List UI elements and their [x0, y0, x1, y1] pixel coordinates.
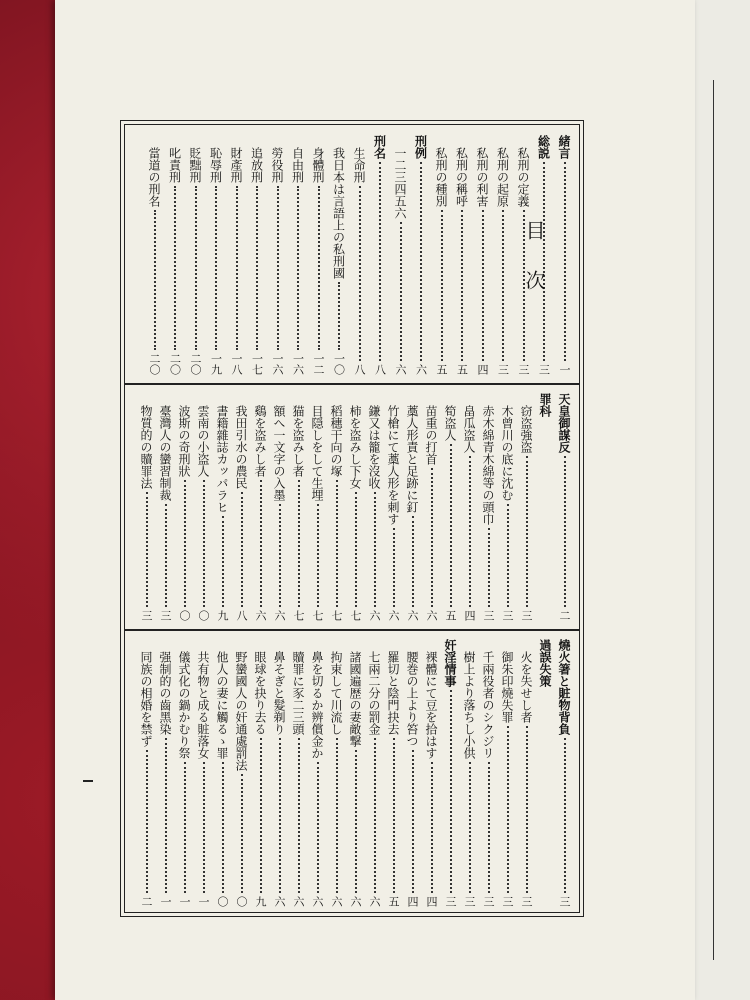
- toc-entry-title: 裸體にて豆を拾はす: [424, 651, 438, 759]
- toc-entry: [253, 639, 267, 907]
- toc-entry: [386, 393, 400, 621]
- toc-entry-title: 樹上より落ちし小供: [462, 651, 476, 759]
- toc-entry: [329, 639, 343, 907]
- toc-entry: [557, 393, 571, 621]
- toc-entry-title: 奸淫情事: [443, 639, 457, 687]
- leader-dots: [487, 762, 490, 893]
- toc-entry-page: 四: [425, 896, 438, 907]
- toc-entry-page: 六: [254, 610, 267, 621]
- toc-entry: [310, 393, 324, 621]
- leader-dots: [440, 210, 443, 361]
- toc-entry-page: 四: [476, 364, 489, 375]
- toc-entry-title: 雲南の小盗人: [196, 405, 210, 477]
- toc-entry-title: 私刑の起原: [495, 147, 510, 207]
- toc-entry-page: 七: [292, 610, 305, 621]
- toc-entry-title: 生命刑: [352, 147, 366, 183]
- toc-entry-title: 諸國遍歴の妻敵撃: [348, 651, 362, 747]
- leader-dots: [449, 690, 452, 893]
- toc-entry-page: 八: [373, 364, 387, 375]
- leader-dots: [202, 762, 205, 893]
- toc-entry-page: 六: [273, 610, 286, 621]
- leader-dots: [335, 480, 338, 607]
- toc-entry: [215, 639, 229, 907]
- toc-entry: [481, 393, 495, 621]
- leader-dots: [411, 516, 414, 607]
- leader-dots: [259, 738, 262, 893]
- toc-entry: [196, 393, 210, 621]
- toc-entry: [348, 639, 362, 907]
- leader-dots: [297, 480, 300, 607]
- leader-dots: [221, 762, 224, 893]
- toc-entry-page: 六: [394, 364, 407, 375]
- leader-dots: [276, 186, 279, 350]
- toc-entry-page: 六: [330, 896, 343, 907]
- toc-entry-page: 一六: [271, 353, 284, 375]
- toc-entry: [234, 639, 248, 907]
- section-divider: [124, 383, 580, 385]
- toc-entry-title: 書籍雜誌カッパラヒ: [215, 405, 229, 513]
- toc-entry: [329, 393, 343, 621]
- toc-entry-page: 一八: [230, 353, 243, 375]
- leader-dots: [235, 186, 238, 350]
- leader-dots: [259, 480, 262, 607]
- toc-entry-title: 刑例: [413, 135, 428, 159]
- toc-entry-title: 罪科: [538, 393, 552, 417]
- leader-dots: [153, 210, 156, 350]
- toc-entry-page: 二: [558, 610, 571, 621]
- toc-entry-title: 木曾川の底に沈む: [500, 405, 514, 501]
- toc-entry-title: 羅切と陰門抉去: [386, 651, 400, 735]
- toc-entry: [270, 135, 284, 375]
- toc-entry: [311, 135, 325, 375]
- toc-entry-title: 稻穗干向の塚: [329, 405, 343, 477]
- toc-entry-title: 私刑の利害: [475, 147, 489, 207]
- leader-dots: [399, 222, 402, 361]
- toc-entry-title: 鎌又は籠を沒收: [367, 405, 381, 489]
- leader-dots: [296, 186, 299, 350]
- toc-entry-page: 六: [425, 610, 438, 621]
- toc-entry: [424, 393, 438, 621]
- toc-entry-title: 猫を盗みし者: [291, 405, 305, 477]
- toc-entry-title: 我田引水の農民: [234, 405, 248, 489]
- leader-dots: [563, 738, 566, 893]
- toc-entry-title: 竹槍にて藁人形を刺す: [386, 405, 400, 525]
- book-page: [55, 0, 695, 1000]
- section-divider: [124, 629, 580, 631]
- toc-entry: [139, 639, 153, 907]
- toc-entry: [291, 393, 305, 621]
- leader-dots: [354, 492, 357, 607]
- toc-entry: [209, 135, 223, 375]
- toc-entry-title: 腰巻の上より笞つ: [405, 651, 419, 747]
- toc-entry-page: 三: [463, 896, 476, 907]
- leader-dots: [501, 210, 504, 361]
- toc-entry-page: 一〇: [332, 353, 346, 375]
- toc-entry-page: 二: [140, 896, 153, 907]
- toc-entry-page: 八: [235, 610, 248, 621]
- toc-entry-page: 六: [414, 364, 428, 375]
- toc-entry: [332, 135, 346, 375]
- toc-entry-page: 六: [368, 610, 381, 621]
- toc-entry-title: 波斯の奇刑狀: [177, 405, 191, 477]
- leader-dots: [214, 186, 217, 350]
- toc-entry-page: 二〇: [189, 353, 202, 375]
- toc-entry-title: 當道の刑名: [147, 147, 161, 207]
- toc-entry-page: 一二: [312, 353, 325, 375]
- toc-entry-title: 刑名: [372, 135, 387, 159]
- toc-entry-title: 私刑の種別: [434, 147, 448, 207]
- toc-entry: [424, 639, 438, 907]
- toc-entry: [310, 639, 324, 907]
- leader-dots: [563, 456, 566, 607]
- toc-entry-page: 一: [178, 896, 191, 907]
- leader-dots: [449, 444, 452, 607]
- toc-entry-title: 强制的の齒黑染: [158, 651, 172, 735]
- toc-entry-title: 眼球を抉り去る: [253, 651, 267, 735]
- leader-dots: [430, 468, 433, 607]
- toc-entry: [158, 393, 172, 621]
- leader-dots: [468, 456, 471, 607]
- toc-entry-page: 〇: [197, 610, 210, 621]
- toc-entry-page: 六: [368, 896, 381, 907]
- toc-entry: [352, 135, 366, 375]
- leader-dots: [240, 774, 243, 893]
- leader-dots: [373, 492, 376, 607]
- toc-entry: [272, 639, 286, 907]
- leader-dots: [468, 762, 471, 893]
- toc-entry: [475, 135, 489, 375]
- leader-dots: [373, 738, 376, 893]
- toc-entry-title: 貶黜刑: [188, 147, 202, 183]
- leader-dots: [278, 504, 281, 607]
- toc-entry-title: 苗重の打首: [424, 405, 438, 465]
- toc-entry-page: 六: [292, 896, 305, 907]
- leader-dots: [337, 282, 340, 350]
- toc-entry-page: 一: [197, 896, 210, 907]
- toc-entry-page: 三: [159, 610, 172, 621]
- toc-entry: [147, 135, 161, 375]
- toc-entry-title: 財產刑: [229, 147, 243, 183]
- leader-dots: [173, 186, 176, 350]
- leader-dots: [525, 726, 528, 893]
- leader-dots: [487, 528, 490, 607]
- toc-entry-title: 儀式化の鍋かむり祭: [177, 651, 191, 759]
- toc-entry: [414, 135, 428, 375]
- toc-entry: [139, 393, 153, 621]
- toc-entry-page: 〇: [178, 610, 191, 621]
- leader-dots: [392, 528, 395, 607]
- toc-entry: [538, 639, 552, 907]
- toc-entry: [291, 639, 305, 907]
- adjacent-page: [690, 0, 750, 1000]
- toc-entry-title: 我日本は言語上の私刑國: [331, 147, 346, 279]
- toc-entry-title: 同族の相婚を禁ず: [139, 651, 153, 747]
- toc-entry: [168, 135, 182, 375]
- toc-entry-page: 三: [520, 896, 533, 907]
- toc-entry-page: 三: [558, 896, 571, 907]
- toc-entry-title: 物質的の贖罪法: [139, 405, 153, 489]
- toc-entry-page: 一六: [291, 353, 305, 375]
- toc-entry-title: 藁人形責と足跡に釘: [405, 405, 419, 513]
- leader-dots: [183, 762, 186, 893]
- leader-dots: [354, 750, 357, 893]
- toc-entry: [462, 639, 476, 907]
- toc-entry: [234, 393, 248, 621]
- toc-entry-page: 四: [463, 610, 476, 621]
- toc-entry-page: 三: [482, 896, 495, 907]
- leader-dots: [392, 738, 395, 893]
- toc-entry: [434, 135, 448, 375]
- toc-entry: [481, 639, 495, 907]
- toc-entry-title: 天皇御謀反: [557, 393, 571, 453]
- leader-dots: [358, 186, 361, 361]
- toc-entry-page: 三: [444, 896, 457, 907]
- toc-entry: [538, 393, 552, 621]
- toc-entry-page: 三: [501, 896, 514, 907]
- leader-dots: [506, 726, 509, 893]
- leader-dots: [411, 750, 414, 893]
- leader-dots: [506, 504, 509, 607]
- leader-dots: [255, 186, 258, 350]
- toc-entry-title: 鼻そぎと髮剃り: [272, 651, 286, 735]
- toc-entry: [455, 135, 469, 375]
- toc-entry: [348, 393, 362, 621]
- toc-entry: [557, 639, 571, 907]
- toc-entry-title: 追放刑: [249, 147, 264, 183]
- toc-entry-title: 身體刑: [311, 147, 325, 183]
- toc-entry: [386, 639, 400, 907]
- toc-entry-page: 六: [406, 610, 419, 621]
- leader-dots: [194, 186, 197, 350]
- toc-entry: [291, 135, 305, 375]
- toc-entry-page: 一: [159, 896, 172, 907]
- toc-entry: [367, 639, 381, 907]
- toc-entry: [393, 135, 407, 375]
- toc-entry-page: 二〇: [168, 353, 182, 375]
- toc-entry: [272, 393, 286, 621]
- toc-entry: [373, 135, 387, 375]
- toc-entry-title: 畠瓜盗人: [462, 405, 476, 453]
- toc-entry: [196, 639, 210, 907]
- toc-entry-page: 五: [435, 364, 448, 375]
- toc-entry-page: 五: [455, 364, 469, 375]
- toc-entry-page: 五: [444, 610, 457, 621]
- toc-entry-page: 六: [273, 896, 286, 907]
- toc-entry: [496, 135, 510, 375]
- toc-entry-title: 勞役刑: [270, 147, 284, 183]
- toc-entry-page: 一七: [250, 353, 264, 375]
- leader-dots: [419, 162, 422, 361]
- toc-entry-title: 恥辱刑: [208, 147, 223, 183]
- toc-entry-page: 三: [496, 364, 510, 375]
- toc-entry-page: 六: [311, 896, 324, 907]
- toc-entry-page: 八: [353, 364, 366, 375]
- leader-dots: [240, 492, 243, 607]
- toc-entry: [229, 135, 243, 375]
- toc-entry-title: 臺灣人の蠻習制裁: [158, 405, 172, 501]
- toc-entry-title: 一二三四五六: [393, 147, 407, 219]
- leader-dots: [202, 480, 205, 607]
- toc-entry: [250, 135, 264, 375]
- page-title: 目次: [522, 220, 546, 320]
- toc-entry-title: 御朱印燒失罪: [500, 651, 514, 723]
- toc-entry-title: 私刑の稱呼: [454, 147, 469, 207]
- toc-entry-title: 筍盗人: [443, 405, 457, 441]
- toc-entry-title: 燒火箸と賍物背負: [557, 639, 571, 735]
- toc-entry-title: 額へ一文字の入墨: [272, 405, 286, 501]
- toc-entry: [188, 135, 202, 375]
- toc-entry-page: 三: [517, 364, 530, 375]
- leader-dots: [525, 456, 528, 607]
- leader-dots: [145, 750, 148, 893]
- toc-entry: [177, 393, 191, 621]
- leader-dots: [164, 504, 167, 607]
- leader-dots: [481, 210, 484, 361]
- leader-dots: [316, 762, 319, 893]
- leader-dots: [221, 516, 224, 607]
- leader-dots: [278, 738, 281, 893]
- toc-entry: [405, 639, 419, 907]
- toc-entry-title: 七兩二分の罰金: [367, 651, 381, 735]
- toc-entry-title: 総説: [536, 135, 551, 159]
- toc-entry-page: 四: [406, 896, 419, 907]
- toc-entry-title: 自由刑: [290, 147, 305, 183]
- toc-entry: [500, 393, 514, 621]
- toc-entry: [158, 639, 172, 907]
- toc-entry-page: 五: [387, 896, 400, 907]
- toc-entry-page: 三: [537, 364, 551, 375]
- toc-entry-title: 野蠻國人の奸通處罰法: [234, 651, 248, 771]
- toc-entry-title: 千兩役者のシクジリ: [481, 651, 495, 759]
- toc-entry: [443, 639, 457, 907]
- toc-entry-page: 一九: [209, 353, 223, 375]
- toc-entry-title: 窃盗強盗: [519, 405, 533, 453]
- toc-entry-page: 一: [558, 364, 571, 375]
- toc-entry-title: 赤木綿青木綿等の頭巾: [481, 405, 495, 525]
- toc-entry-title: 鼻を切るか辨償金か: [310, 651, 324, 759]
- toc-entry-title: 拘束して川流し: [329, 651, 343, 735]
- toc-entry-page: 三: [140, 610, 153, 621]
- toc-entry-title: 贖罪に豕二三頭: [291, 651, 305, 735]
- toc-entry: [405, 393, 419, 621]
- toc-entry: [253, 393, 267, 621]
- leader-dots: [183, 480, 186, 607]
- toc-entry: [177, 639, 191, 907]
- leader-dots: [145, 492, 148, 607]
- toc-entry-page: 〇: [235, 896, 248, 907]
- toc-entry-page: 三: [482, 610, 495, 621]
- toc-entry-page: 三: [501, 610, 514, 621]
- toc-entry-title: 私刑の定義: [516, 147, 530, 207]
- toc-entry: [367, 393, 381, 621]
- toc-entry: [519, 393, 533, 621]
- toc-entry-title: 叱責刑: [167, 147, 182, 183]
- toc-entry-page: 七: [349, 610, 362, 621]
- toc-entry-page: 二〇: [148, 353, 161, 375]
- toc-entry-title: 共有物と成る賍落女: [196, 651, 210, 759]
- toc-entry-page: 七: [311, 610, 324, 621]
- margin-mark: [83, 780, 93, 782]
- toc-entry-title: 緒言: [557, 135, 571, 159]
- leader-dots: [316, 504, 319, 607]
- toc-entry-page: 〇: [216, 896, 229, 907]
- leader-dots: [430, 762, 433, 893]
- toc-entry-page: 六: [349, 896, 362, 907]
- toc-frame: [120, 120, 584, 917]
- leader-dots: [378, 162, 381, 361]
- toc-entry-page: 九: [254, 896, 267, 907]
- leader-dots: [297, 738, 300, 893]
- leader-dots: [460, 210, 463, 361]
- toc-entry-page: 三: [520, 610, 533, 621]
- toc-entry: [500, 639, 514, 907]
- toc-entry-title: 火を失せし者: [519, 651, 533, 723]
- toc-entry-title: 鷄を盗みし者: [253, 405, 267, 477]
- toc-entry-page: 七: [330, 610, 343, 621]
- leader-dots: [335, 738, 338, 893]
- toc-entry: [519, 639, 533, 907]
- toc-entry-title: 目隠しをして生埋: [310, 405, 324, 501]
- toc-entry-page: 六: [387, 610, 400, 621]
- toc-entry-page: 九: [216, 610, 229, 621]
- toc-entry: [443, 393, 457, 621]
- toc-entry-title: 過誤失策: [538, 639, 552, 687]
- toc-entry: [215, 393, 229, 621]
- toc-entry-title: 柿を盗みし下女: [348, 405, 362, 489]
- leader-dots: [317, 186, 320, 350]
- leader-dots: [164, 738, 167, 893]
- toc-entry-title: 他人の妻に觸るゝ罪: [215, 651, 229, 759]
- toc-entry: [462, 393, 476, 621]
